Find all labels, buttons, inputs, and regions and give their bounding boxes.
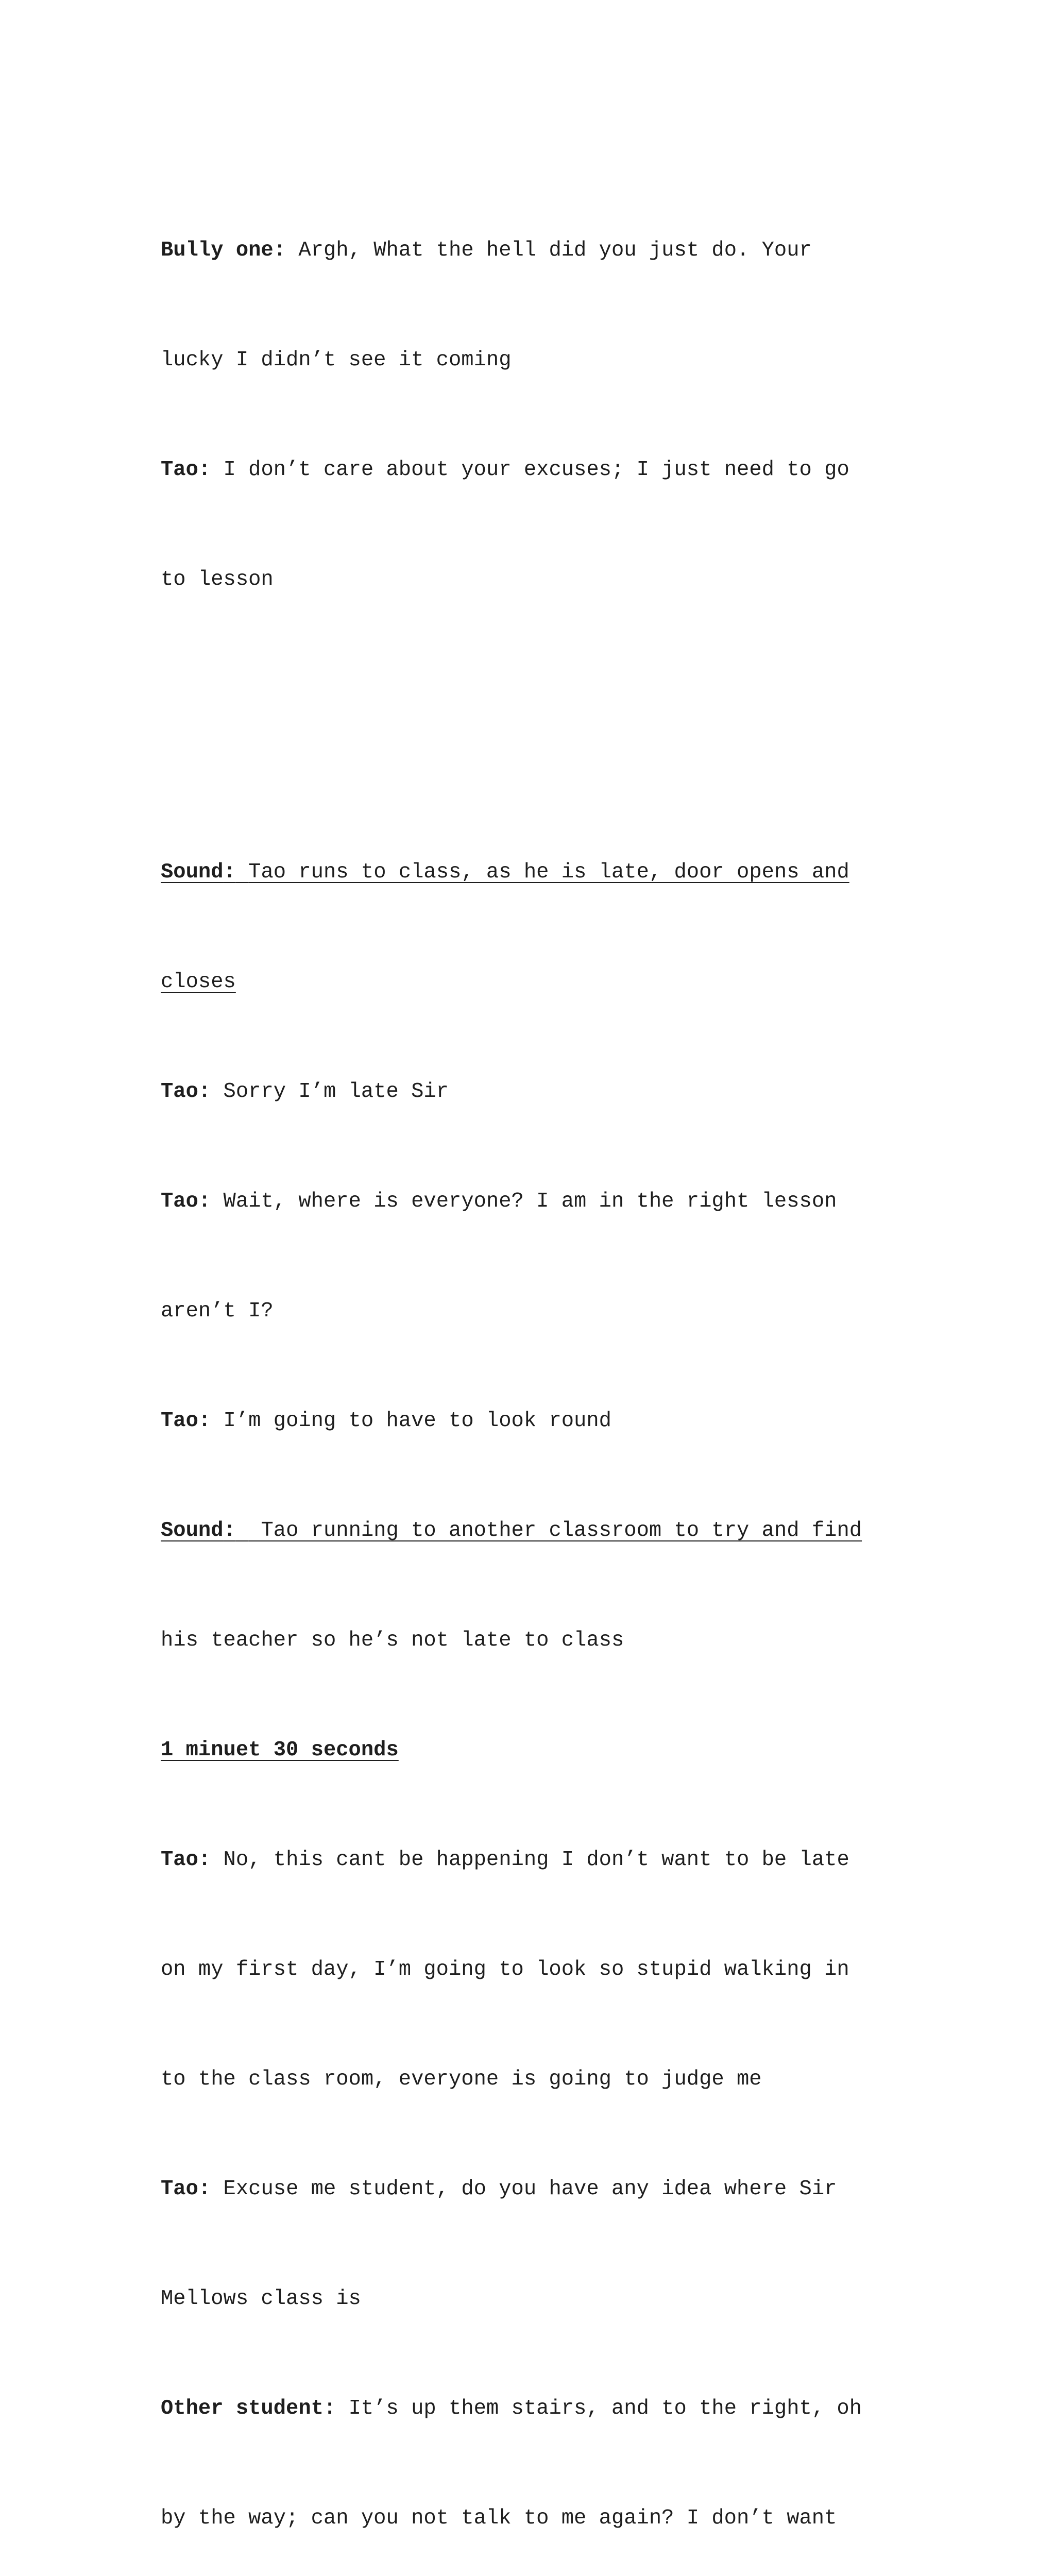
script-line xyxy=(161,1183,913,1220)
script-line xyxy=(161,342,913,379)
speaker-name: Bully one xyxy=(161,239,274,262)
speaker-colon: : xyxy=(223,1519,236,1543)
sound-cue-text: closes xyxy=(161,970,236,994)
script-body xyxy=(161,123,913,2576)
dialogue-text: Wait, where is everyone? I am in the right lesson xyxy=(223,1190,837,1213)
script-line xyxy=(161,562,913,598)
speaker-colon: : xyxy=(223,860,236,884)
speaker-name: Sound xyxy=(161,1519,224,1543)
script-line xyxy=(161,2171,913,2208)
dialogue-text: It’s up them stairs, and to the right, oh xyxy=(348,2397,862,2420)
dialogue-text: to the class room, everyone is going to judge me xyxy=(161,2067,762,2091)
dialogue-text: I don’t care about your excuses; I just need to go xyxy=(223,458,849,482)
script-line xyxy=(161,1074,913,1110)
speaker-colon: : xyxy=(198,1190,211,1213)
blank-line xyxy=(161,708,913,744)
sound-cue-line xyxy=(161,1513,913,1549)
script-line xyxy=(161,2281,913,2317)
script-line xyxy=(161,1842,913,1878)
script-line xyxy=(161,1622,913,1659)
speaker-colon: : xyxy=(273,239,286,262)
dialogue-text: lucky I didn’t see it coming xyxy=(161,348,512,372)
script-line xyxy=(161,1403,913,1439)
dialogue-text: Sorry I’m late Sir xyxy=(223,1080,449,1104)
dialogue-text: No, this cant be happening I don’t want to be late xyxy=(223,1848,849,1872)
speaker-name: Tao xyxy=(161,1190,198,1213)
speaker-name: Tao xyxy=(161,1080,198,1104)
dialogue-text: on my first day, I’m going to look so stupid walking in xyxy=(161,1958,849,1981)
script-line xyxy=(161,452,913,488)
speaker-colon: : xyxy=(198,1848,211,1872)
script-line xyxy=(161,2061,913,2098)
dialogue-text: Mellows class is xyxy=(161,2287,361,2311)
script-line xyxy=(161,2500,913,2537)
dialogue-text: by the way; can you not talk to me again? I don’t want xyxy=(161,2506,837,2530)
script-line xyxy=(161,232,913,269)
sound-cue-text: Tao runs to class, as he is late, door opens and xyxy=(248,860,849,884)
speaker-colon: : xyxy=(198,1080,211,1104)
sound-cue-line xyxy=(161,964,913,1001)
speaker-name: Other student xyxy=(161,2397,324,2420)
speaker-colon: : xyxy=(198,2177,211,2201)
timestamp-heading: 1 minuet 30 seconds xyxy=(161,1738,399,1762)
speaker-colon: : xyxy=(323,2397,336,2420)
speaker-name: Tao xyxy=(161,458,198,482)
dialogue-text: to lesson xyxy=(161,568,274,591)
dialogue-text: his teacher so he’s not late to class xyxy=(161,1629,624,1652)
dialogue-text: Argh, What the hell did you just do. Your xyxy=(298,239,812,262)
speaker-name: Tao xyxy=(161,2177,198,2201)
script-line xyxy=(161,1952,913,1988)
sound-cue-text: Tao running to another classroom to try and find xyxy=(248,1519,862,1543)
sound-cue-line xyxy=(161,854,913,891)
dialogue-text: aren’t I? xyxy=(161,1299,274,1323)
speaker-colon: : xyxy=(198,458,211,482)
speaker-name: Sound xyxy=(161,860,224,884)
speaker-name: Tao xyxy=(161,1848,198,1872)
script-line xyxy=(161,2391,913,2427)
dialogue-text: Excuse me student, do you have any idea where Sir xyxy=(223,2177,837,2201)
dialogue-text: I’m going to have to look round xyxy=(223,1409,611,1433)
script-line xyxy=(161,1293,913,1330)
speaker-name: Tao xyxy=(161,1409,198,1433)
speaker-colon: : xyxy=(198,1409,211,1433)
